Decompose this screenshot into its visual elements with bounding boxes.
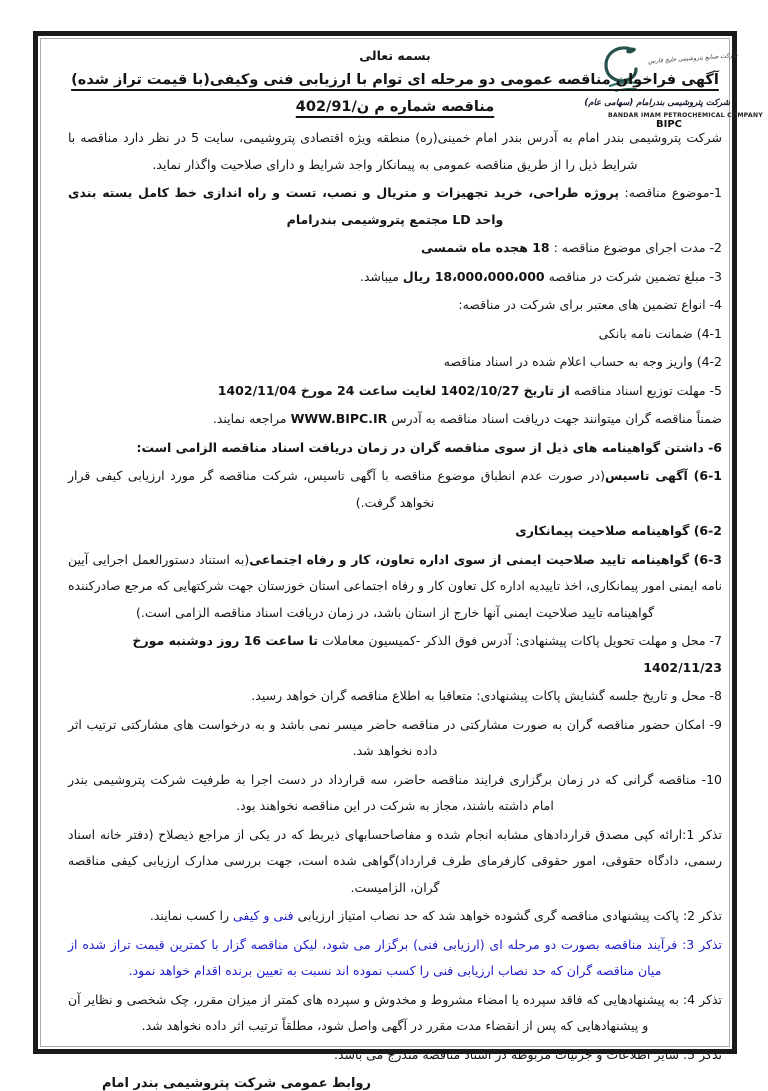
text-segment: تذکر 4: به پیشنهادهایی که فاقد سپرده یا امضاء مشروط و مخدوش و سپرده های کمتر از میزان مقرر، چک شخصی و نظایر آن و پیشنهادهایی که پس از انقضاء مدت مقرر در آگهی واصل شود، مطلقاً ترتیب اثر داده نخواهد شد.: [68, 991, 722, 1033]
note-2-minimum-score: [68, 903, 722, 930]
text-segment: میباشد.: [359, 268, 403, 284]
item-6-3-safety-qualification: [68, 547, 722, 627]
document-frame: [33, 31, 763, 1091]
text-segment: 10- مناقصه گرانی که در زمان برگزاری فرایند مناقصه حاضر، سه قرارداد در دست اجرا به طرفیت شرکت پتروشیمی بندر امام داشته باشند، مجاز به شرکت در این مناقصه نخواهند بود.: [68, 771, 722, 813]
holding-company-script: شرکت صنایع پتروشیمی خلیج فارس: [648, 51, 738, 66]
bismillah-text: بسمه تعالی: [359, 48, 431, 63]
tender-number: [68, 99, 722, 115]
text-segment: 4- انواع تضمین های معتبر برای شرکت در مناقصه:: [458, 297, 722, 312]
note-4-invalid-proposals: [68, 987, 722, 1040]
text-segment: پروژه طراحی، خرید تجهیزات و متریال و نصب، تست و راه اندازی خط کامل بسته بندی واحد LD مجتمع پتروشیمی بندرامام: [68, 185, 620, 227]
note-5-other-details: [68, 1042, 722, 1069]
text-segment: 9- امکان حضور مناقصه گران به صورت مشارکتی در مناقصه حاضر میسر نمی باشد و به درخواست های مشارکتی ترتیب اثر داده نخواهد شد.: [68, 716, 722, 758]
signature-public-relations: روابط عمومی شرکت پتروشیمی بندر امام: [102, 1076, 372, 1091]
text-segment: 8- محل و تاریخ جلسه گشایش پاکات پیشنهادی: متعاقبا به اطلاع مناقصه گران خواهد رسید.: [251, 688, 722, 703]
text-segment: فنی و کیفی: [233, 908, 294, 923]
item-4-2-deposit: [68, 349, 722, 376]
text-segment: 2- مدت اجرای موضوع مناقصه :: [549, 240, 722, 255]
text-segment: (به استناد دستورالعمل اجرایی آیین نامه ایمنی امور پیمانکاری، اخذ تاییدیه اداره کل تعاون کار و رفاه اجتماعی استان خوزستان جهت شرکتهایی که مرجع صادرکننده گواهینامه تایید صلاحیت ایمنی آنها خارج از استان باشد، در زمان دریافت اسناد مناقصه الزامی است.): [68, 551, 722, 620]
text-segment: 5- مهلت توزیع اسناد مناقصه: [569, 382, 722, 398]
text-segment: 4-1) ضمانت نامه بانکی: [598, 325, 722, 341]
note-1-certified-copies: [68, 822, 722, 902]
company-abbreviation: BIPC: [655, 119, 682, 130]
text-segment: 7- محل و مهلت تحویل پاکات پیشنهادی: آدرس فوق الذکر -کمیسیون معاملات: [318, 633, 722, 648]
company-name-script: شرکت پتروشیمی بندرامام (سهامی عام): [584, 98, 730, 108]
intro-paragraph: [68, 125, 722, 178]
text-segment: (در صورت عدم انطباق موضوع مناقصه با آگهی تاسیس، شرکت مناقصه گر مورد ارزیابی کیفی قرار نخواهد گرفت.): [68, 468, 605, 510]
text-segment: تذکر 5: سایر اطلاعات و جزئیات مربوطه در اسناد مناقصه مندرج می باشد.: [333, 1046, 722, 1062]
text-segment: 6-3) گواهینامه تایید صلاحیت ایمنی از سوی اداره تعاون، کار و رفاه اجتماعی: [249, 551, 722, 567]
note-3-two-stage-process: [68, 932, 722, 985]
company-name-english: BANDAR IMAM PETROCHEMICAL COMPANY: [608, 112, 763, 119]
item-2-duration: [68, 235, 722, 262]
item-5-website-note: [68, 406, 722, 433]
item-3-guarantee-amount: [68, 264, 722, 291]
text-segment: 1-موضوع مناقصه:: [619, 185, 722, 200]
text-segment: تا ساعت 16 روز دوشنبه مورخ 1402/11/23: [132, 633, 722, 675]
text-segment: شرکت پتروشیمی بندر امام به آدرس بندر امام خمینی(ره) منطقه ویژه اقتصادی پتروشیمی، سایت 5 در نظر دارد مناقصه با شرایط ذیل را از طریق مناقصه عمومی به پیمانکار واجد شرایط و دارای صلاحیت واگذار نماید.: [68, 130, 722, 172]
item-4-1-bank-guarantee: [68, 321, 722, 348]
item-6-1-establishment-notice: [68, 463, 722, 516]
text-segment: 6-2) گواهینامه صلاحیت پیمانکاری: [515, 523, 722, 538]
item-6-certificates: [68, 435, 722, 462]
item-7-submission-deadline: [68, 628, 722, 681]
document-body: [68, 125, 722, 1068]
tender-title: [68, 72, 722, 88]
text-segment: تذکر 2: پاکت پیشنهادی مناقصه گری گشوده خواهد شد که حد نصاب امتیاز ارزیابی: [293, 908, 722, 923]
text-segment: 18 هجده ماه شمسی: [421, 240, 550, 255]
text-segment: 3- مبلغ تضمین شرکت در مناقصه: [544, 268, 722, 284]
text-segment: 18،000،000،000 ریال: [402, 268, 545, 284]
tender-number-text: مناقصه شماره م ن/402/91: [295, 99, 495, 115]
item-9-no-consortium: [68, 712, 722, 765]
item-10-contract-limit: [68, 767, 722, 820]
text-segment: WWW.BIPC.IR: [290, 411, 388, 426]
text-segment: تذکر 3: فرآیند مناقصه بصورت دو مرحله ای (ارزیابی فنی) برگزار می شود، لیکن مناقصه گزار با کمترین قیمت تراز شده از میان مناقصه گران که حد نصاب ارزیابی فنی را کسب نموده اند نسبت به تعیین برنده اقدام خواهد نمود.: [68, 936, 722, 978]
text-segment: از تاریخ 1402/10/27 لغایت ساعت 24 مورخ 1402/11/04: [217, 382, 570, 398]
text-segment: مراجعه نمایند.: [212, 411, 291, 426]
item-4-guarantee-types: [68, 292, 722, 319]
text-segment: 4-2) واریز وجه به حساب اعلام شده در اسناد مناقصه: [443, 354, 722, 369]
text-segment: 6-1) آگهی تاسیس: [604, 468, 722, 483]
tender-title-text: آگهی فراخوان مناقصه عمومی دو مرحله ای توام با ارزیابی فنی وکیفی(با قیمت تراز شده): [71, 72, 719, 88]
text-segment: را کسب نمایند.: [149, 908, 233, 923]
text-segment: ضمناً مناقصه گران میتوانند جهت دریافت اسناد مناقصه به آدرس: [387, 411, 722, 426]
item-1-subject: [68, 180, 722, 233]
document-content: [38, 36, 763, 1091]
item-5-document-distribution: [68, 378, 722, 405]
item-8-opening-session: [68, 683, 722, 710]
item-6-2-contractor-qualification: [68, 518, 722, 545]
text-segment: تذکر 1:ارائه کپی مصدق قراردادهای مشابه انجام شده و مفاصاحسابهای ذیربط که در یکی از مراجع ذیصلاح (دفتر خانه اسناد رسمی، دادگاه حقوقی، امور حقوقی کارفرمای طرف قرارداد)گواهی شده است، جهت بررسی مدارک ارزیابی کیفی مناقصه گران، الزامیست.: [68, 826, 722, 895]
text-segment: 6- داشتن گواهینامه های ذیل از سوی مناقصه گران در زمان دریافت اسناد مناقصه الزامی است:: [136, 439, 722, 455]
